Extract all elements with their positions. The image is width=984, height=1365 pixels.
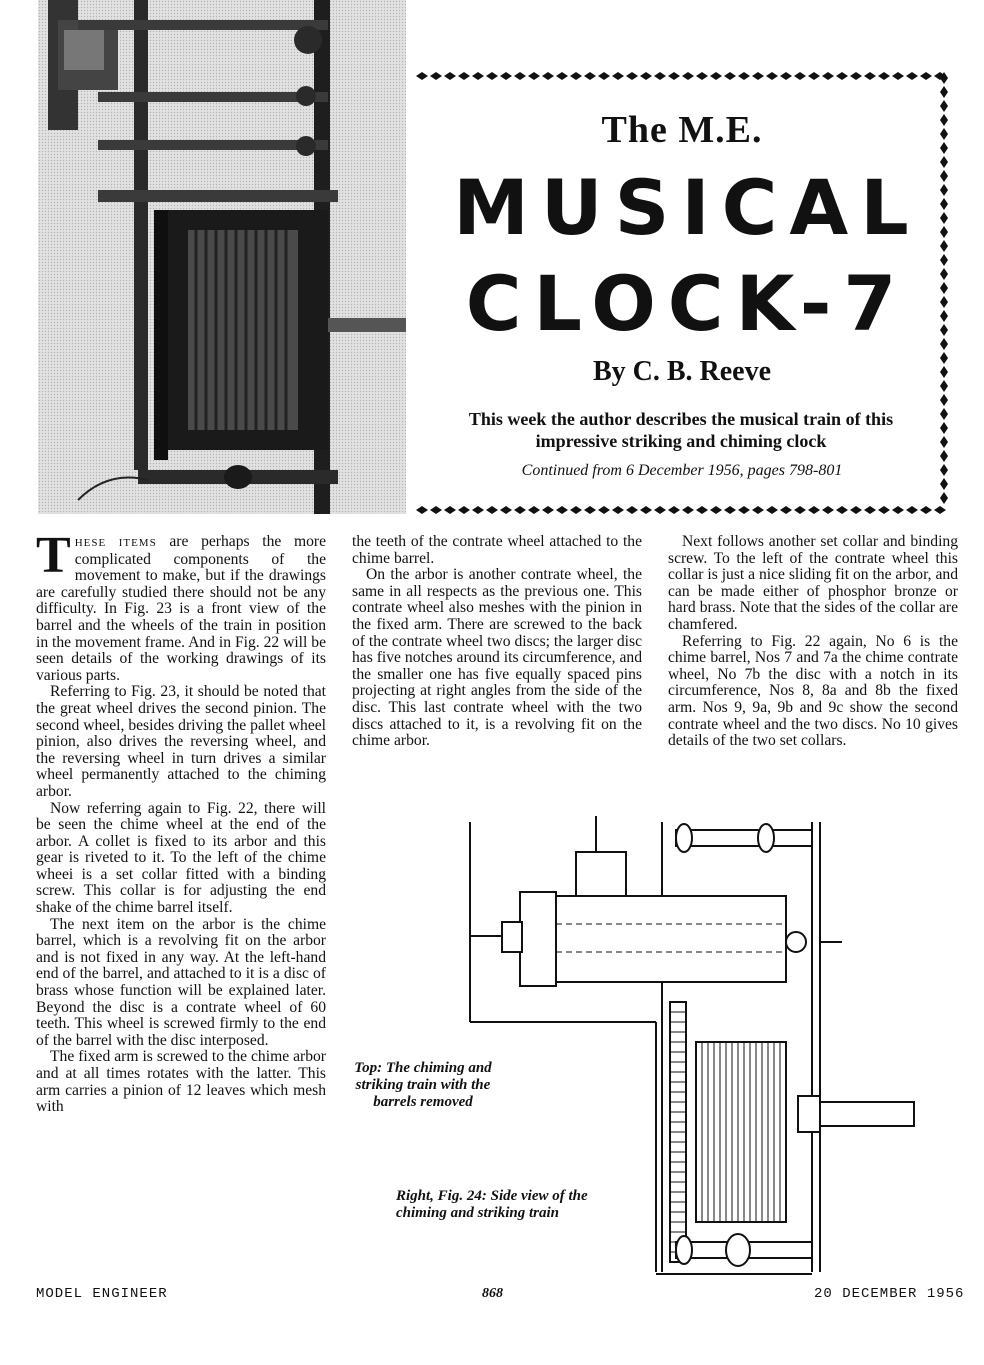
paragraph: Next follows another set collar and binding screw. To the left of the contrate wheel this collar is just a nice sliding fit on the arbor, and can be made either of phosphor bronze or hard brass. Note that the sides of the collar are chamfered.: [668, 533, 958, 633]
byline: By C. B. Reeve: [592, 356, 772, 387]
article-column-1: [36, 527, 327, 1116]
footer-publication: MODEL ENGINEER: [36, 1286, 168, 1302]
article-column-2: [352, 534, 642, 750]
paragraph: Referring to Fig. 22 again, No 6 is the chime barrel, Nos 7 and 7a the chime contrate wheel, No 7b the disc with a notch in its circumference, Nos 8, 8a and 8b the fixed arm. Nos 9, 9a, 9b and 9c show the second contrate wheel and the two discs. No 10 gives details of the two set collars.: [668, 632, 958, 750]
paragraph: the teeth of the contrate wheel attached to the chime barrel.: [352, 533, 642, 567]
chiming-train-photo: [38, 0, 406, 514]
lead-in: HESE ITEMS: [74, 537, 157, 549]
standfirst: This week the author describes the musical train of this impressive striking and chiming clock: [468, 409, 894, 451]
paragraph: The next item on the arbor is the chime barrel, which is a revolving fit on the arbor and is not fixed in any way. At the left-hand end of the barrel, and attached to it is a disc of brass whose function will be explained later. Beyond the disc is a contrate wheel of 60 teeth. This wheel is screwed firmly to the end of the barrel with the disc interposed.: [36, 915, 326, 1049]
article-column-3: [668, 534, 958, 750]
title-panel: [416, 72, 948, 514]
paragraph: [36, 527, 327, 684]
caption-top-photo: Top: The chiming and striking train with the barrels removed: [354, 1060, 492, 1110]
title-prefix: The M.E.: [601, 109, 763, 151]
footer-page-number: 868: [482, 1286, 503, 1301]
title-line-1: MUSICAL: [453, 163, 921, 252]
caption-fig-24: Right, Fig. 24: Side view of the chiming and striking train: [396, 1188, 588, 1221]
paragraph: On the arbor is another contrate wheel, the same in all respects as the previous one. This contrate wheel also meshes with the pinion in the fixed arm. There are screwed to the back of the contrate wheel two discs; the larger disc has five notches around its circumference, and the smaller one has five equally spaced pins projecting at right angles from the side of the disc. This last contrate wheel with the two discs attached to it, is a revolving fit on the chime arbor.: [352, 566, 642, 750]
continued-note: Continued from 6 December 1956, pages 798-801: [521, 462, 843, 479]
paragraph: Now referring again to Fig. 22, there will be seen the chime wheel at the end of the arbor. A collet is fixed to its arbor and this gear is riveted to it. To the left of the chime wheei is a set collar fitted with a binding screw. This collar is for adjusting the end shake of the chime barrel itself.: [36, 799, 326, 917]
title-line-2: CLOCK-7: [465, 259, 909, 348]
footer-date: 20 DECEMBER 1956: [814, 1286, 965, 1302]
paragraph: The fixed arm is screwed to the chime arbor and at all times rotates with the latter. This arm carries a pinion of 12 leaves which mesh with: [36, 1048, 326, 1116]
paragraph-text: are perhaps the more complicated components of the movement to make, but if the drawings are carefully studied there should not be any difficulty. In Fig. 23 is a front view of the barrel and the wheels of the train in position in the movement frame. And in Fig. 22 will be seen details of the working drawings of its various parts.: [36, 533, 327, 684]
paragraph: Referring to Fig. 23, it should be noted that the great wheel drives the second pinion. The second wheel, besides driving the pallet wheel pinion, also drives the reversing wheel, and the reversing wheel in turn drives a similar wheel permanently attached to the chiming arbor.: [36, 683, 326, 800]
drop-cap: T: [36, 527, 71, 584]
